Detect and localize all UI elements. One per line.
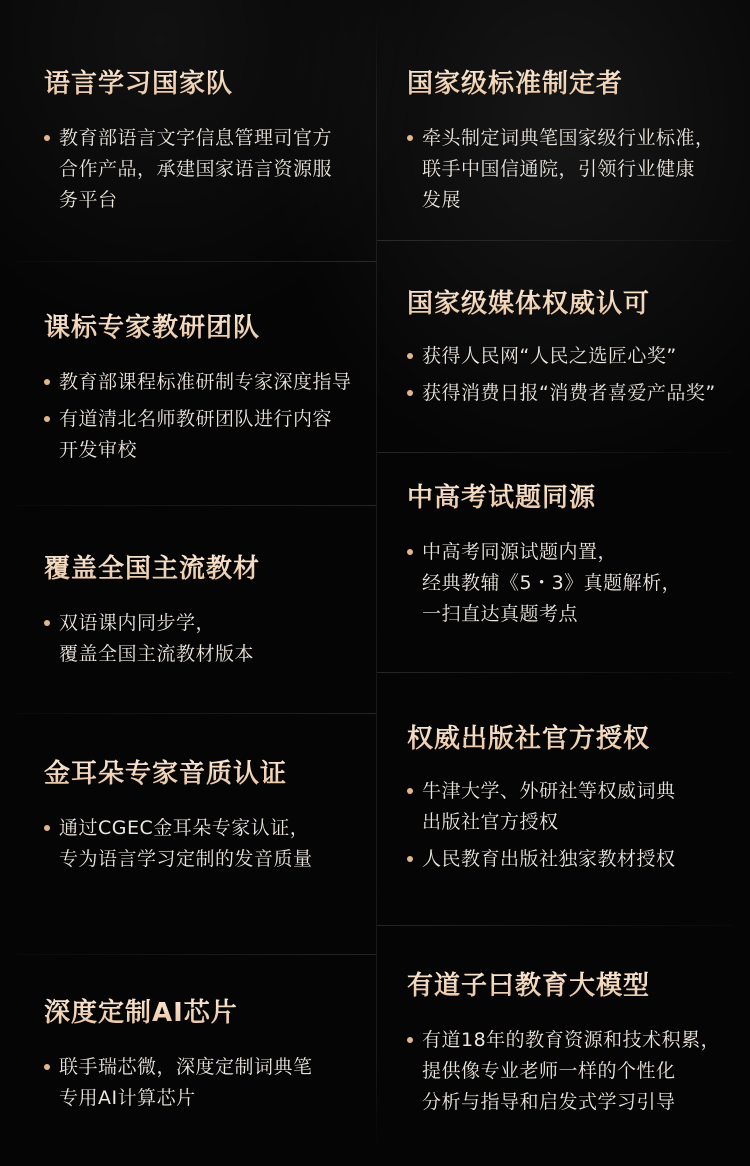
feature-card-textbooks [44, 552, 364, 670]
card-title: 有道子曰教育大模型 [407, 969, 743, 1003]
bullet-item: 有道18年的教育资源和技术积累， 提供像专业老师一样的个性化 分析与指导和启发式学习引导 [407, 1025, 743, 1118]
bullet-list [407, 1025, 743, 1118]
feature-card-audio-certification [44, 757, 364, 875]
feature-card-edu-model [407, 969, 743, 1118]
bullet-list [44, 123, 364, 216]
feature-card-exam-questions [407, 481, 743, 630]
bullet-dot-icon [407, 1037, 413, 1043]
feature-card-media-recognition [407, 287, 743, 409]
bullet-dot-icon [407, 549, 413, 555]
bullet-item: 有道清北名师教研团队进行内容 开发审校 [44, 404, 364, 466]
bullet-item: 教育部语言文字信息管理司官方 合作产品，承建国家语言资源服 务平台 [44, 123, 364, 216]
bullet-dot-icon [407, 390, 413, 396]
row-divider [377, 672, 732, 673]
card-title: 语言学习国家队 [44, 67, 364, 101]
bullet-dot-icon [44, 416, 50, 422]
card-title: 国家级标准制定者 [407, 67, 743, 101]
bullet-item: 人民教育出版社独家教材授权 [407, 844, 743, 875]
bullet-item: 获得消费日报“消费者喜爱产品奖” [407, 378, 743, 409]
row-divider [18, 505, 376, 506]
bullet-item: 中高考同源试题内置， 经典教辅《5・3》真题解析， 一扫直达真题考点 [407, 537, 743, 630]
row-divider [18, 261, 376, 262]
bullet-item: 教育部课程标准研制专家深度指导 [44, 367, 364, 398]
card-title: 金耳朵专家音质认证 [44, 757, 364, 791]
bullet-dot-icon [44, 135, 50, 141]
row-divider [377, 925, 732, 926]
bullet-item: 通过CGEC金耳朵专家认证， 专为语言学习定制的发音质量 [44, 813, 364, 875]
bullet-list [44, 813, 364, 875]
card-title: 课标专家教研团队 [44, 311, 364, 345]
bullet-dot-icon [407, 353, 413, 359]
bullet-dot-icon [44, 1064, 50, 1070]
feature-card-national-team [44, 67, 364, 216]
card-title: 国家级媒体权威认可 [407, 287, 743, 321]
bullet-list [44, 1052, 364, 1114]
bullet-list [407, 341, 743, 409]
feature-card-publisher-license [407, 722, 743, 875]
card-title: 覆盖全国主流教材 [44, 552, 364, 586]
bullet-item: 联手瑞芯微，深度定制词典笔 专用AI计算芯片 [44, 1052, 364, 1114]
bullet-item: 牛津大学、外研社等权威词典 出版社官方授权 [407, 776, 743, 838]
column-divider [376, 18, 377, 1148]
card-title: 权威出版社官方授权 [407, 722, 743, 756]
bullet-dot-icon [44, 379, 50, 385]
feature-card-national-standard [407, 67, 743, 216]
bullet-list [44, 608, 364, 670]
row-divider [377, 452, 732, 453]
bullet-item: 双语课内同步学， 覆盖全国主流教材版本 [44, 608, 364, 670]
row-divider [18, 954, 376, 955]
bullet-dot-icon [407, 856, 413, 862]
row-divider [377, 240, 732, 241]
card-title: 中高考试题同源 [407, 481, 743, 515]
feature-card-ai-chip [44, 996, 364, 1114]
bullet-dot-icon [44, 825, 50, 831]
bullet-item: 获得人民网“人民之选匠心奖” [407, 341, 743, 372]
bullet-list [407, 123, 743, 216]
bullet-list [44, 367, 364, 466]
bullet-dot-icon [407, 788, 413, 794]
bullet-list [407, 776, 743, 875]
row-divider [18, 713, 376, 714]
bullet-dot-icon [44, 620, 50, 626]
card-title: 深度定制AI芯片 [44, 996, 364, 1030]
feature-card-curriculum-experts [44, 311, 364, 466]
bullet-list [407, 537, 743, 630]
bullet-item: 牵头制定词典笔国家级行业标准， 联手中国信通院，引领行业健康 发展 [407, 123, 743, 216]
bullet-dot-icon [407, 135, 413, 141]
